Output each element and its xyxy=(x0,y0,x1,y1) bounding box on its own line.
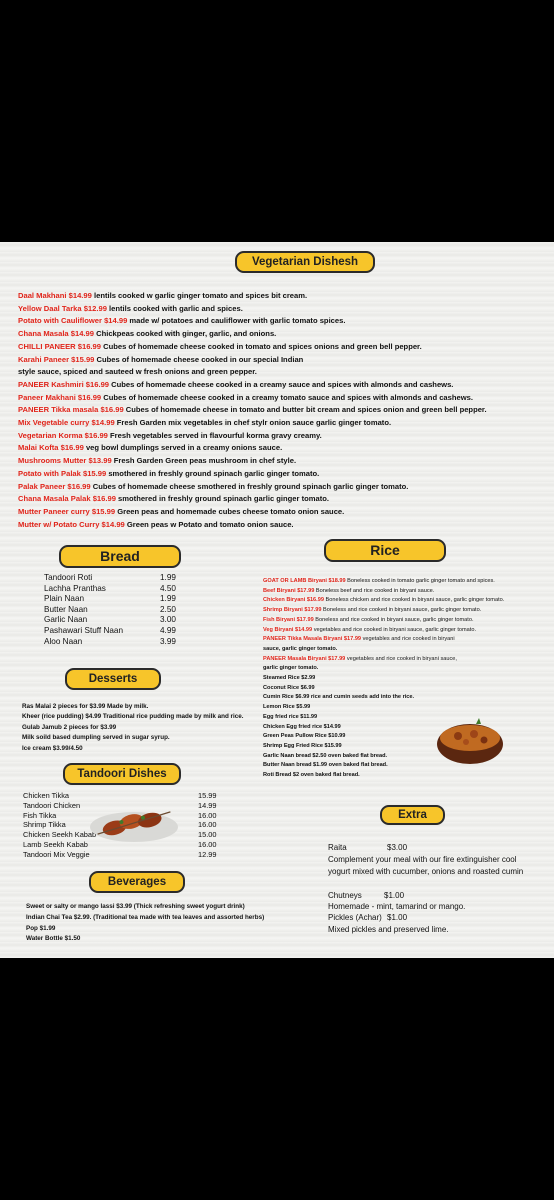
bread-item-name: Aloo Naan xyxy=(44,636,83,646)
menu-image xyxy=(0,242,554,958)
tandoori-item-name: Tandoori Chicken xyxy=(23,800,81,810)
bread-item-price: 4.99 xyxy=(160,625,176,635)
rice-item-desc: vegetables and rice cooked in biryani xyxy=(361,636,455,643)
veg-item xyxy=(18,430,487,443)
rice-item xyxy=(263,634,455,644)
bread-item-price: 4.50 xyxy=(160,583,176,593)
veg-item-name: CHILLI PANEER $16.99 xyxy=(18,341,101,351)
veg-item-name: Chana Masala $14.99 xyxy=(18,329,94,339)
rice-item-desc: Steamed Rice $2.99 xyxy=(263,675,316,681)
veg-item xyxy=(18,493,487,506)
extra-heading: Extra xyxy=(380,805,445,825)
bread-item xyxy=(44,626,176,637)
veg-item xyxy=(18,303,487,316)
rice-item-name: Shrimp Biryani $17.99 xyxy=(263,607,322,614)
rice-item-desc: Garlic Naan bread $2.50 oven baked flat bread. xyxy=(263,752,388,759)
veg-item-desc: Green peas w Potato and tomato onion sauce. xyxy=(124,519,294,529)
veg-item-name: PANEER Tikka masala $16.99 xyxy=(18,405,124,415)
bread-item-price: 2.50 xyxy=(160,604,176,614)
veg-item xyxy=(18,328,487,341)
veg-item xyxy=(18,519,487,532)
rice-item-desc: Roti Bread $2 oven baked flat bread. xyxy=(263,772,360,778)
rice-heading: Rice xyxy=(324,539,446,562)
rice-item xyxy=(263,673,315,683)
veg-item xyxy=(18,506,487,519)
rice-item-desc: vegetables and rice cooked in biryani sauce, garlic ginger tomato. xyxy=(312,626,477,633)
bread-item-name: Butter Naan xyxy=(44,604,88,614)
tandoori-item-name: Fish Tikka xyxy=(23,810,57,820)
rice-item xyxy=(263,595,504,605)
tandoori-item-name: Chicken Seekh Kabab xyxy=(23,830,97,840)
veg-item xyxy=(18,404,487,417)
bread-item xyxy=(44,584,176,595)
veg-item-name: Karahi Paneer $15.99 xyxy=(18,354,95,364)
veg-item-desc: Fresh vegetables served in flavourful korma gravy creamy. xyxy=(107,430,322,440)
rice-item-desc: Chicken Egg fried rice $14.99 xyxy=(263,723,341,730)
pickles-desc: Mixed pickles and preserved lime. xyxy=(328,925,449,934)
veg-item-name: Mutter w/ Potato Curry $14.99 xyxy=(18,519,125,529)
veg-item-name: Potato with Cauliflower $14.99 xyxy=(18,316,128,326)
rice-item-desc: Cumin Rice $6.99 rice and cumin seeds add into the rice. xyxy=(263,694,415,701)
tandoori-item-price: 15.00 xyxy=(198,830,217,840)
bread-item-price: 3.99 xyxy=(160,636,176,646)
rice-item xyxy=(263,663,318,673)
beverage-item: Sweet or salty or mango lassi $3.99 (Thick refreshing sweet yogurt drink) xyxy=(26,903,245,910)
veg-item-desc: style sauce, spiced and sauteed w fresh onions and green pepper. xyxy=(18,367,257,377)
rice-item-desc: Shrimp Egg Fried Rice $15.99 xyxy=(263,742,342,749)
chutneys-name: Chutneys xyxy=(328,891,362,900)
tandoori-item-price: 16.00 xyxy=(198,820,217,830)
bread-item-price: 1.99 xyxy=(160,573,176,582)
tandoori-item-name: Tandoori Mix Veggie xyxy=(23,849,90,859)
tandoori-item-price: 16.00 xyxy=(198,810,217,820)
veg-item xyxy=(18,290,487,303)
veg-list xyxy=(18,290,487,531)
rice-item-desc: Boneless beef and rice cooked in biryani sauce. xyxy=(314,587,435,594)
tandoori-item-name: Shrimp Tikka xyxy=(23,820,66,830)
veg-item xyxy=(18,481,487,494)
veg-item-name: Chana Masala Palak $16.99 xyxy=(18,494,116,504)
veg-item xyxy=(18,455,487,468)
veg-item-name: Potato with Palak $15.99 xyxy=(18,468,107,478)
veg-item xyxy=(18,417,487,430)
dessert-item: Milk soild based dumpling served in sugar syrup. xyxy=(22,734,170,742)
veg-item xyxy=(18,341,487,354)
rice-item xyxy=(263,644,337,654)
bread-item-price: 3.00 xyxy=(160,615,176,625)
veg-item-name: Yellow Daal Tarka $12.99 xyxy=(18,303,107,313)
rice-item-name: Beef Biryani $17.99 xyxy=(263,587,315,594)
veg-item-name: Daal Makhani $14.99 xyxy=(18,291,92,300)
veg-item-name: Mushrooms Mutter $13.99 xyxy=(18,456,112,466)
kabab-image xyxy=(88,797,180,847)
dessert-item: Ras Malai 2 pieces for $3.99 Made by milk. xyxy=(22,703,149,710)
tandoori-item-price: 12.99 xyxy=(198,849,217,859)
beverage-item: Water Bottle $1.50 xyxy=(26,935,81,943)
rice-item xyxy=(263,692,414,702)
tandoori-item xyxy=(23,850,217,860)
veg-item-desc: made w/ potatoes and cauliflower with garlic tomato spices. xyxy=(127,316,346,326)
rice-item xyxy=(263,576,495,586)
bread-item xyxy=(44,605,176,616)
veg-item xyxy=(18,442,487,455)
rice-item xyxy=(263,722,341,732)
veg-item-desc: lentils cooked w garlic ginger tomato and spices bit cream. xyxy=(91,291,308,300)
veg-item-desc: veg bowl dumplings served in a creamy onions sauce. xyxy=(83,443,283,453)
veg-item-name: Malai Kofta $16.99 xyxy=(18,443,84,453)
veg-item xyxy=(18,379,487,392)
rice-item-desc: Boneless and rice cooked in biryani sauce, garlic ginger tomato. xyxy=(313,616,474,623)
veg-item-name: Palak Paneer $16.99 xyxy=(18,481,91,491)
rice-item-desc: Butter Naan bread $1.99 oven baked flat bread. xyxy=(263,762,388,769)
beverages-heading: Beverages xyxy=(89,871,185,893)
chutneys-desc: Homemade - mint, tamarind or mango. xyxy=(328,902,466,911)
dessert-item: Kheer (rice pudding) $4.99 Traditional rice pudding made by milk and rice. xyxy=(22,713,244,721)
rice-item-desc: garlic ginger tomato. xyxy=(263,665,319,672)
rice-item-name: PANEER Tikka Masala Biryani $17.99 xyxy=(263,636,362,643)
rice-item xyxy=(263,731,345,741)
bread-item-price: 1.99 xyxy=(160,594,176,604)
veg-item-desc: Cubes of homemade cheese smothered in freshly ground spinach garlic ginger tomato. xyxy=(90,481,409,491)
veg-item xyxy=(18,392,487,405)
rice-item-name: PANEER Masala Biryani $17.99 xyxy=(263,655,346,662)
veg-item-desc: Green peas and homemade cubes cheese tomato onion sauce. xyxy=(115,506,345,516)
raita-desc-2: yogurt mixed with cucumber, onions and roasted cumin xyxy=(328,867,524,876)
veg-item-desc: Cubes of homemade cheese cooked in a creamy tomato sauce and spices with almonds and cashews. xyxy=(101,392,473,402)
rice-item-name: Fish Biryani $17.99 xyxy=(263,616,314,623)
desserts-heading: Desserts xyxy=(65,668,161,690)
veg-item xyxy=(18,468,487,481)
rice-item-desc: Boneless and rice cooked in biryani sauce, garlic ginger tomato. xyxy=(321,607,482,614)
beverage-item: Pop $1.99 xyxy=(26,924,56,932)
bread-item xyxy=(44,637,176,648)
raita-price: $3.00 xyxy=(387,843,408,852)
rice-item xyxy=(263,654,457,664)
tandoori-item-price: 16.00 xyxy=(198,839,217,849)
veg-heading: Vegetarian Dishesh xyxy=(235,251,375,273)
bread-item xyxy=(44,594,176,605)
tandoori-item-price: 15.99 xyxy=(198,791,217,800)
rice-item xyxy=(263,712,317,722)
bread-item xyxy=(44,573,176,584)
veg-item-desc: Fresh Garden Green peas mushroom in chef style. xyxy=(111,456,297,466)
veg-item xyxy=(18,354,487,367)
tandoori-item-price: 14.99 xyxy=(198,800,217,810)
pickles-name: Pickles (Achar) xyxy=(328,913,382,922)
rice-item xyxy=(263,741,342,751)
bread-heading: Bread xyxy=(59,545,181,568)
veg-item-name: Paneer Makhani $16.99 xyxy=(18,392,102,402)
rice-item xyxy=(263,605,481,615)
rice-item-desc: Lemon Rice $5.99 xyxy=(263,704,311,711)
veg-item-desc: Fresh Garden mix vegetables in chef stylr onion sauce garlic ginger tomato. xyxy=(114,418,392,428)
dessert-item: Gulab Jamub 2 pieces for $3.99 xyxy=(22,723,117,731)
rice-item xyxy=(263,615,474,625)
veg-item-desc: Chickpeas cooked with ginger, garlic, and onions. xyxy=(93,329,277,339)
rice-item-name: GOAT OR LAMB Biryani $18.99 xyxy=(263,578,346,584)
rice-item-name: Chicken Biryani $16.99 xyxy=(263,597,324,604)
veg-item-desc: Cubes of homemade cheese in tomato and butter bit cream and spices onion and green bell pepper. xyxy=(123,405,487,415)
bread-list xyxy=(44,573,176,647)
rice-item xyxy=(263,625,476,635)
rice-item-desc: Egg fried rice $11.99 xyxy=(263,713,318,720)
bread-item-name: Lachha Pranthas xyxy=(44,583,106,593)
veg-item-desc: Cubes of homemade cheese cooked in tomato and spices onions and green bell pepper. xyxy=(101,341,422,351)
bread-item-name: Pashawari Stuff Naan xyxy=(44,625,124,635)
bread-item-name: Plain Naan xyxy=(44,594,85,604)
rice-item xyxy=(263,760,388,770)
beverage-item: Indian Chai Tea $2.99. (Traditional tea made with tea leaves and assorted herbs) xyxy=(26,913,265,921)
tandoori-item-name: Chicken Tikka xyxy=(23,791,70,800)
veg-item-desc: lentils cooked with garlic and spices. xyxy=(106,303,243,313)
rice-item-desc: vegetables and rice cooked in biryani sauce, xyxy=(345,655,457,662)
veg-item xyxy=(18,315,487,328)
veg-item-desc: Cubes of homemade cheese cooked in our special Indian xyxy=(94,354,304,364)
dessert-item: Ice cream $3.99/4.50 xyxy=(22,744,83,752)
raita-name: Raita xyxy=(328,843,347,852)
rice-item xyxy=(263,770,360,780)
veg-item-name: Vegetarian Korma $16.99 xyxy=(18,430,108,440)
veg-item-name: Mix Vegetable curry $14.99 xyxy=(18,418,115,428)
rice-item-name: Veg Biryani $14.99 xyxy=(263,626,313,633)
veg-item-desc: smothered in freshly ground spinach garlic ginger tomato. xyxy=(115,494,330,504)
rice-item xyxy=(263,683,315,693)
rice-item-desc: Boneless cooked in tomato garlic ginger tomato and spices. xyxy=(345,578,495,584)
veg-item-name: Mutter Paneer curry $15.99 xyxy=(18,506,116,516)
pickles-price: $1.00 xyxy=(387,913,408,922)
bread-item-name: Garlic Naan xyxy=(44,615,88,625)
tandoori-item-name: Lamb Seekh Kabab xyxy=(23,839,88,849)
biryani-bowl-image xyxy=(436,716,504,766)
veg-item-desc: Cubes of homemade cheese cooked in a creamy sauce and spices with almonds and cashews. xyxy=(109,379,454,389)
rice-item-desc: Green Peas Pullow Rice $10.99 xyxy=(263,733,346,740)
bread-item xyxy=(44,615,176,626)
tandoori-heading: Tandoori Dishes xyxy=(63,763,181,785)
rice-item xyxy=(263,702,310,712)
veg-item xyxy=(18,366,487,379)
rice-item-desc: sauce, garlic ginger tomato. xyxy=(263,645,338,652)
rice-item-desc: Coconut Rice $6.99 xyxy=(263,684,315,691)
veg-item-name: PANEER Kashmiri $16.99 xyxy=(18,379,110,389)
rice-item xyxy=(263,586,434,596)
rice-item-desc: Boneless chicken and rice cooked in biryani sauce, garlic ginger tomato. xyxy=(323,597,505,604)
raita-desc-1: Complement your meal with our fire extinguisher cool xyxy=(328,855,517,864)
chutneys-price: $1.00 xyxy=(384,891,405,900)
bread-item-name: Tandoori Roti xyxy=(44,573,93,582)
veg-item-desc: smothered in freshly ground spinach garlic ginger tomato. xyxy=(106,468,320,478)
rice-item xyxy=(263,751,387,761)
